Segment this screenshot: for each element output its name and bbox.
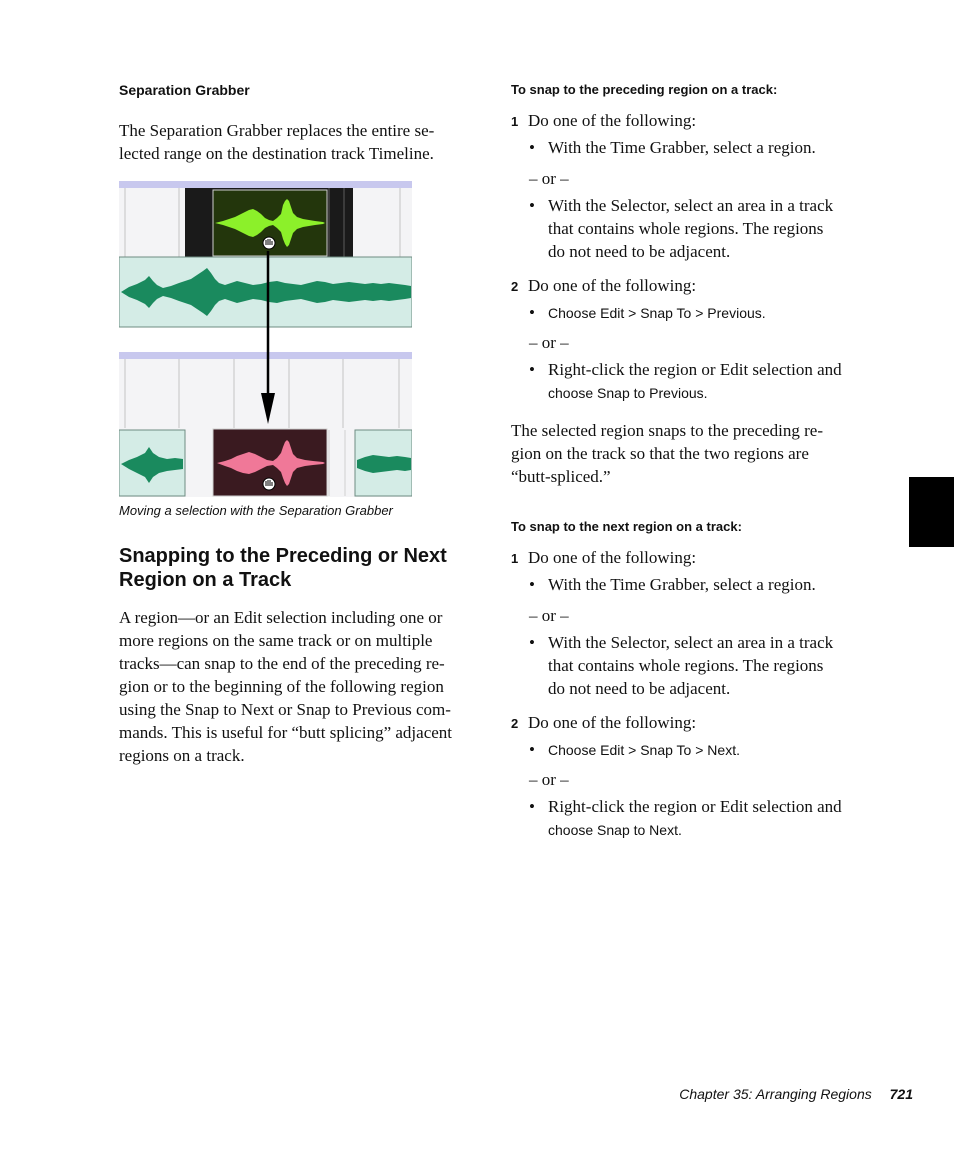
bullet-line: Right-click the region or Edit selection and — [548, 797, 842, 816]
bullet-line: do not need to be adjacent. — [548, 679, 731, 698]
heading-line: Region on a Track — [119, 569, 292, 591]
left-lower — [119, 503, 489, 767]
bullet-item: • Right-click the region or Edit selection and choose Snap to Next. — [529, 797, 842, 838]
figure-caption: Moving a selection with the Separation Grabber — [119, 503, 393, 518]
bullet-item: • Right-click the region or Edit selection and choose Snap to Previous. — [529, 360, 842, 401]
bullet-item: • With the Selector, select an area in a track that contains whole regions. The regions do not need to be adjacent. — [529, 633, 834, 698]
or-separator: – or – — [529, 770, 569, 789]
bullet-text: Choose Edit > Snap To > Previous. — [548, 305, 766, 321]
step-number: 1 — [511, 114, 519, 129]
paragraph-line: regions on a track. — [119, 746, 245, 765]
step-text: Do one of the following: — [528, 548, 697, 567]
bullet-item: • With the Selector, select an area in a track that contains whole regions. The regions do not need to be adjacent. — [529, 196, 834, 261]
left-column — [119, 80, 479, 165]
bullet-text: With the Time Grabber, select a region. — [548, 575, 816, 594]
snapping-paragraph — [119, 606, 489, 767]
procedure-title-previous: To snap to the preceding region on a track: — [511, 82, 778, 97]
bullet-item: • Choose Edit > Snap To > Previous. — [529, 303, 766, 322]
step-2 — [511, 274, 881, 297]
grabber-hand-icon — [263, 478, 275, 490]
section-heading — [119, 544, 489, 592]
bullet-line: that contains whole regions. The regions — [548, 656, 824, 675]
timeline-ruler — [119, 352, 412, 359]
result-line: “butt-spliced.” — [511, 467, 611, 486]
step-text: Do one of the following: — [528, 713, 697, 732]
chapter-thumb-tab — [909, 477, 954, 547]
intro-paragraph — [119, 119, 479, 165]
grabber-hand-icon — [263, 237, 275, 249]
bullet-line: With the Selector, select an area in a track — [548, 196, 834, 215]
step-number: 1 — [511, 551, 519, 566]
result-paragraph — [511, 419, 881, 488]
heading-line: Snapping to the Preceding or Next — [119, 545, 447, 567]
page-number: 721 — [889, 1086, 913, 1102]
paragraph-line: A region—or an Edit selection including one or — [119, 608, 443, 627]
bullet-line: choose Snap to Previous. — [548, 385, 708, 401]
paragraph-line: gion or to the beginning of the following region — [119, 677, 444, 696]
section-title: Separation Grabber — [119, 82, 250, 98]
intro-line: The Separation Grabber replaces the entire se- — [119, 121, 435, 140]
paragraph-line: using the Snap to Next or Snap to Previous com- — [119, 700, 451, 719]
procedure-title-next: To snap to the next region on a track: — [511, 519, 742, 534]
step-1 — [511, 109, 881, 132]
step-number: 2 — [511, 279, 519, 294]
or-separator: – or – — [529, 333, 569, 352]
step-text: Do one of the following: — [528, 276, 697, 295]
bullet-text: Choose Edit > Snap To > Next. — [548, 742, 740, 758]
right-column — [511, 80, 881, 842]
page-footer — [679, 1086, 913, 1102]
bullet-line: With the Selector, select an area in a track — [548, 633, 834, 652]
separation-grabber-figure — [119, 181, 412, 497]
bullet-text: With the Time Grabber, select a region. — [548, 138, 816, 157]
bullet-line: Right-click the region or Edit selection and — [548, 360, 842, 379]
step-text: Do one of the following: — [528, 111, 697, 130]
after-panel — [119, 352, 412, 497]
or-separator: – or – — [529, 606, 569, 625]
or-separator: – or – — [529, 169, 569, 188]
bullet-line: that contains whole regions. The regions — [548, 219, 824, 238]
step-1 — [511, 546, 881, 569]
before-panel — [119, 181, 412, 327]
step-2 — [511, 711, 881, 734]
bullet-item: • With the Time Grabber, select a region. — [529, 138, 816, 157]
bullet-line: choose Snap to Next. — [548, 822, 682, 838]
chapter-title: Chapter 35: Arranging Regions — [679, 1086, 872, 1102]
paragraph-line: mands. This is useful for “butt splicing” adjacent — [119, 723, 453, 742]
bullet-item: • Choose Edit > Snap To > Next. — [529, 740, 740, 759]
result-line: gion on the track so that the two regions are — [511, 444, 809, 463]
following-waveform — [357, 455, 411, 473]
paragraph-line: tracks—can snap to the end of the preceding re- — [119, 654, 445, 673]
paragraph-line: more regions on the same track or on multiple — [119, 631, 433, 650]
step-number: 2 — [511, 716, 519, 731]
result-line: The selected region snaps to the preceding re- — [511, 421, 824, 440]
bullet-line: do not need to be adjacent. — [548, 242, 731, 261]
intro-line: lected range on the destination track Timeline. — [119, 144, 434, 163]
bullet-item: • With the Time Grabber, select a region. — [529, 575, 816, 594]
timeline-ruler — [119, 181, 412, 188]
